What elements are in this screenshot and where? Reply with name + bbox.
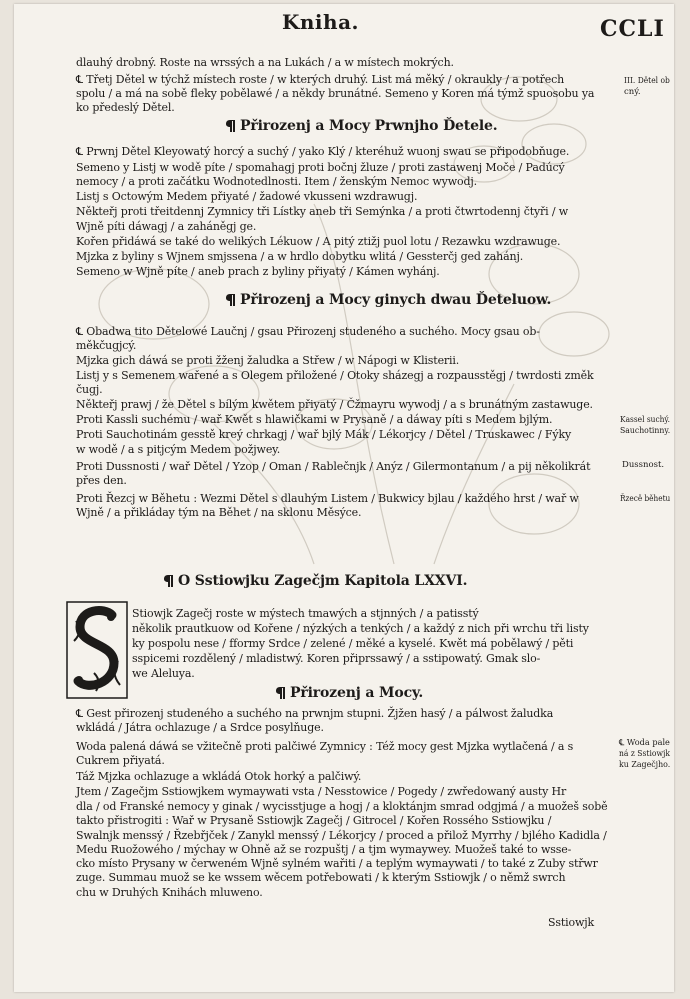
text-line: Medu Ruožowého / mýchay w Ohně až se rozpuštj / a tjm wymaywey. Muožeš také to wsse- (76, 843, 572, 856)
text-line: Proti Řezcj w Běhetu : Wezmi Dětel s dlauhým Listem / Bukwicy bjlau / každého hrst / wař w (76, 492, 579, 505)
section-heading: Přirozenj a Mocy Prwnjho Ďetele. (226, 120, 498, 133)
text-line: Proti Kassli suchému / wař Kwět s hlawičkami w Prysaně / a dáway píti s Medem bjlým. (76, 413, 553, 426)
text-line: nemocy / a proti začátku Wodnotedlnosti. Item / ženským Nemoc wywodj. (76, 175, 477, 188)
text-line: zuge. Summau muož se ke wssem wěcem potřebowati / k kterým Sstiowjk / o němž swrch (76, 871, 566, 884)
text-line: we Aleluya. (132, 667, 195, 680)
margin-note: Kassel suchý. (620, 415, 671, 425)
text-line: Proti Sauchotinám gesstě kreý chrkagj / wař bjlý Mák / Lékorjcy / Dětel / Truskawec / Fýky (76, 428, 572, 441)
book-page (14, 4, 674, 992)
text-line: Mjzka z byliny s Wjnem smjssena / a w hrdlo dobytku wlitá / Gessterčj ged zahánj. (76, 250, 524, 263)
text-line: ℄ Obadwa tito Dětelowé Laučnj / gsau Přirozenj studeného a suchého. Mocy gsau ob- (76, 325, 540, 338)
margin-note: Sauchotinny. (620, 426, 671, 436)
text-line: Swalnjk menssý / Řzebřjček / Zanykl menssý / Lékorjcy / proced a přilož Myrrhy / bjlého Kadidla / (76, 829, 607, 842)
text-line: Cukrem přiyatá. (76, 754, 165, 767)
running-head: Kniha. (282, 10, 359, 34)
margin-note: III. Dětel ob (624, 76, 670, 86)
text-line: ℄ Prwnj Dětel Kleyowatý horcý a suchý / yako Klý / kteréhuž wuonj swau se připodobňuge. (76, 145, 570, 158)
pilcrow-icon (226, 294, 236, 306)
text-line: čugj. (76, 383, 103, 396)
section-heading: Přirozenj a Mocy ginych dwau Ďeteluow. (226, 294, 551, 307)
text-line: ℄ Gest přirozenj studeného a suchého na prwnjm stupni. Žjžen hasý / a pálwost žaludka (76, 707, 554, 720)
text-line: Wjně / a přikláday tým na Běhet / na sklonu Měsýce. (76, 506, 362, 519)
text-line: Sstiowjk (548, 916, 595, 929)
text-line: měkčugjcý. (76, 339, 137, 352)
text-line: Listj s Octowým Medem přiyaté / žadowé vkusseni wzdrawugj. (76, 190, 418, 203)
section-heading: O Sstiowjku Zagečjm Kapitola LXXVI. (164, 575, 467, 588)
margin-note: Dussnost. (622, 460, 665, 470)
text-line: spolu / a má na sobě fleky pobělawé / a někdy brunátné. Semeno y Koren má týmž spuosobu ya (76, 87, 595, 100)
text-line: Někteřj proti třeitdennj Zymnicy tři Lístky aneb tři Semýnka / a proti čtwrtodennj čtyři / w (76, 205, 569, 218)
text-line: Proti Dussnosti / wař Dětel / Yzop / Oman / Rablečnjk / Anýz / Gilermontanum / a pij několikrát (76, 460, 591, 473)
margin-note: cný. (624, 87, 641, 97)
text-line: ko předeslý Dětel. (76, 101, 175, 114)
decorated-initial-s (66, 601, 128, 699)
text-line: Kořen přidáwá se také do welikých Lékuow / A pitý ztižj puol lotu / Rezawku wzdrawuge. (76, 235, 561, 248)
text-line: chu w Druhých Knihách mluweno. (76, 886, 263, 899)
pilcrow-icon (164, 575, 174, 587)
text-line: Wjně píti dáwagj / a zaháněgj ge. (76, 220, 257, 233)
text-line: dlauhý drobný. Roste na wrssých a na Lukách / a w místech mokrých. (76, 56, 454, 69)
text-line: takto přistrogiti : Wař w Prysaně Sstiowjk Zagečj / Gitrocel / Kořen Rossého Sstiowjku / (76, 814, 552, 827)
text-line: Jtem / Zagečjm Sstiowjkem wymaywati vsta / Nesstowice / Pogedy / zwředowaný austy Hr (76, 785, 567, 798)
text-line: několik prautkuow od Kořene / nýzkých a tenkých / a každý z nich při wrchu tři listy (132, 622, 589, 635)
text-line: Semeno w Wjně píte / aneb prach z byliny přiyatý / Kámen wyhánj. (76, 265, 440, 278)
section-heading: Přirozenj a Mocy. (276, 687, 423, 700)
text-line: přes den. (76, 474, 127, 487)
text-line: Někteřj prawj / že Dětel s bílým kwětem přiyatý / Čžmayru wywodj / a s brunátným zastawuge. (76, 398, 593, 411)
text-line: Táž Mjzka ochlazuge a wkládá Otok horký a palčiwý. (76, 770, 362, 783)
text-line: Woda palená dáwá se vžitečně proti palčiwé Zymnicy : Též mocy gest Mjzka wytlačená / a s (76, 740, 574, 753)
text-line: ℄ Třetj Dětel w týchž místech roste / w kterých druhý. List má měký / okraukly / a potřech (76, 73, 565, 86)
margin-note: ku Zagečjho. (619, 760, 671, 770)
margin-note: Řzecě běhetu (620, 494, 671, 504)
pilcrow-icon (226, 120, 236, 132)
margin-note: ná z Sstiowjk (619, 749, 670, 759)
text-line: sspicemi rozdělený / mladistwý. Koren připrssawý / a sstipowatý. Gmak slo- (132, 652, 541, 665)
page-folio: CCLI (600, 16, 665, 42)
text-line: Semeno y Listj w wodě píte / spomahagj proti bočnj žluze / proti zastawenj Moče / Padúcý (76, 161, 565, 174)
pilcrow-icon (276, 687, 286, 699)
text-line: wkládá / Játra ochlazuge / a Srdce posylňuge. (76, 721, 324, 734)
text-line: ky pospolu nese / fformy Srdce / zelené / měké a kyselé. Kwět má pobělawý / pěti (132, 637, 574, 650)
text-line: w wodě / a s pitjcým Medem požjwey. (76, 443, 281, 456)
text-line: Mjzka gich dáwá se proti žženj žaludka a Střew / w Nápogi w Klisterii. (76, 354, 460, 367)
text-line: Listj y s Semenem wařené a s Olegem přiložené / Otoky sházegj a rozpausstěgj / twrdosti změk (76, 369, 594, 382)
margin-note: ℄ Woda pale (619, 738, 670, 748)
text-line: cko místo Prysany w čerweném Wjně sylném wařiti / a teplým wymaywati / to také z Zuby střwr (76, 857, 598, 870)
text-line: Stiowjk Zagečj roste w mýstech tmawých a stjnných / a patisstý (132, 607, 479, 620)
text-line: dla / od Franské nemocy y ginak / wycisstjuge a hogj / a kloktánjm smrad odgjmá / a muožeš sobě (76, 800, 608, 813)
